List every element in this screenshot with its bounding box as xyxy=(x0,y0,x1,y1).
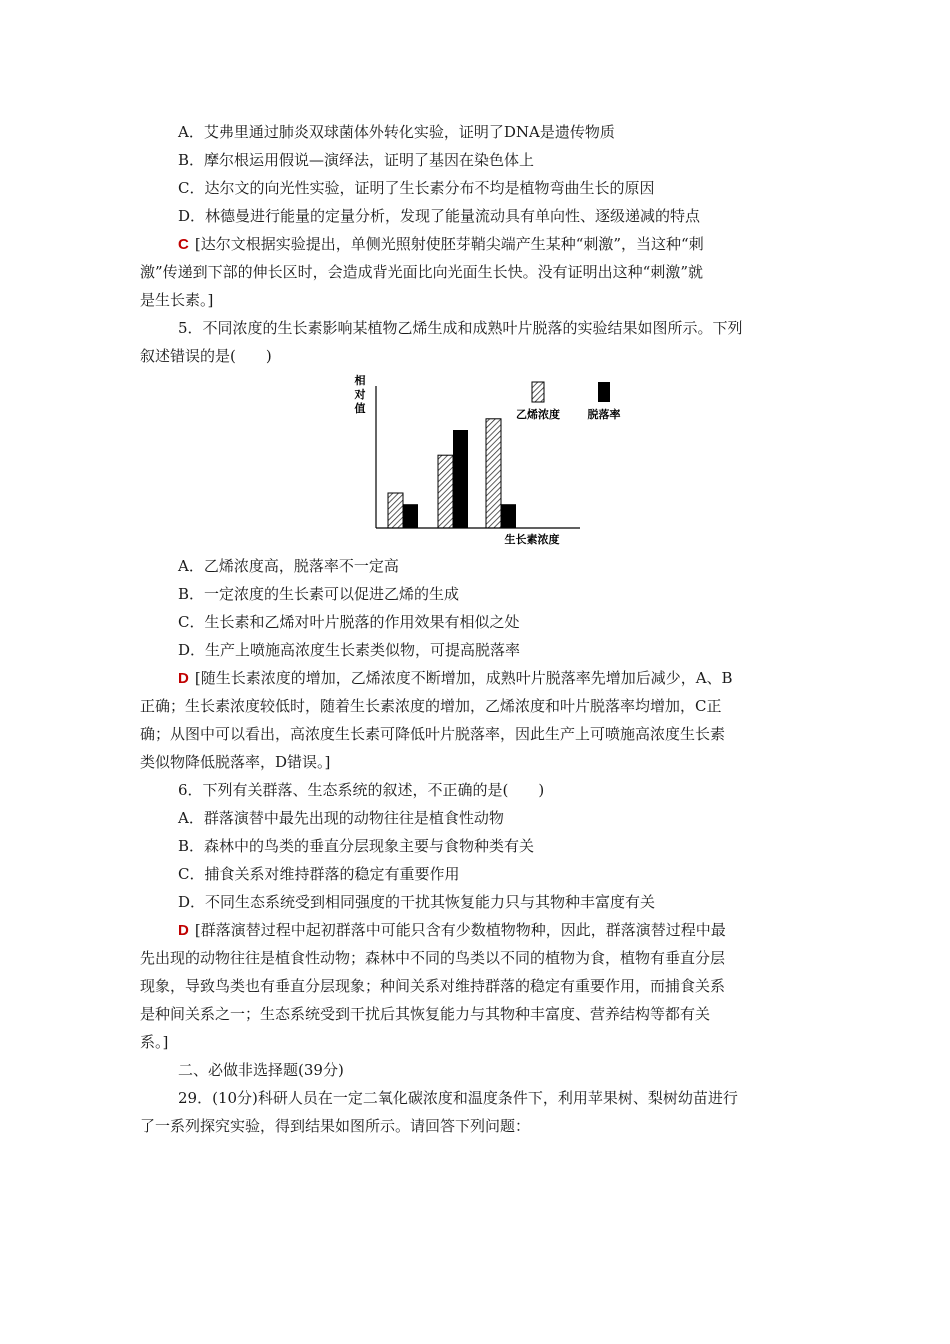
q5-stem-2: 叙述错误的是( ) xyxy=(140,347,272,365)
abscission-bar-3 xyxy=(501,504,516,528)
q6-answer: D xyxy=(178,922,189,939)
q4-option-c: C．达尔文的向光性实验，证明了生长素分布不均是植物弯曲生长的原因 xyxy=(178,179,655,197)
q5-explanation-1: [随生长素浓度的增加，乙烯浓度不断增加，成熟叶片脱落率先增加后减少，A、B xyxy=(194,669,733,687)
ethylene-bar-3 xyxy=(486,419,501,528)
q29-stem-1: 29．(10分)科研人员在一定二氧化碳浓度和温度条件下，利用苹果树、梨树幼苗进行 xyxy=(178,1089,738,1107)
q6-explanation-2: 先出现的动物往往是植食性动物；森林中不同的鸟类以不同的植物为食，植物有垂直分层 xyxy=(140,949,726,967)
ethylene-bar-2 xyxy=(438,455,453,528)
q6-option-c: C．捕食关系对维持群落的稳定有重要作用 xyxy=(178,865,460,883)
q4-option-a: A．艾弗里通过肺炎双球菌体外转化实验，证明了DNA是遗传物质 xyxy=(178,123,615,141)
section-heading: 二、必做非选择题(39分) xyxy=(178,1061,344,1079)
q4-answer-line xyxy=(178,234,704,255)
abscission-bar-2 xyxy=(453,430,468,528)
legend-label-abscission: 脱落率 xyxy=(587,408,621,421)
q5-option-d: D．生产上喷施高浓度生长素类似物，可提高脱落率 xyxy=(178,641,521,659)
q5-explanation-3: 确；从图中可以看出，高浓度生长素可降低叶片脱落率，因此生产上可喷施高浓度生长素 xyxy=(140,725,726,743)
q5-option-c: C．生长素和乙烯对叶片脱落的作用效果有相似之处 xyxy=(178,613,520,631)
q5-stem-1: 5．不同浓度的生长素影响某植物乙烯生成和成熟叶片脱落的实验结果如图所示。下列 xyxy=(178,319,743,337)
q29-stem-2: 了一系列探究实验，得到结果如图所示。请回答下列问题： xyxy=(140,1117,531,1135)
q4-explanation-3: 是生长素。] xyxy=(140,291,214,309)
q6-option-b: B．森林中的鸟类的垂直分层现象主要与食物种类有关 xyxy=(178,837,535,855)
q6-stem: 6．下列有关群落、生态系统的叙述，不正确的是( ) xyxy=(178,781,545,799)
q5-explanation-4: 类似物降低脱落率，D错误。] xyxy=(140,753,331,771)
q5-option-a: A．乙烯浓度高，脱落率不一定高 xyxy=(178,557,399,575)
q5-answer: D xyxy=(178,670,189,687)
legend-label-ethylene: 乙烯浓度 xyxy=(516,408,560,421)
x-axis-label: 生长素浓度 xyxy=(504,533,560,546)
abscission-bar-1 xyxy=(403,504,418,528)
q6-explanation-5: 系。] xyxy=(140,1033,169,1051)
q6-answer-line xyxy=(178,920,726,941)
y-axis-label: 相对值 xyxy=(354,374,366,415)
legend-swatch-ethylene xyxy=(532,382,544,402)
q4-option-d: D．林德曼进行能量的定量分析，发现了能量流动具有单向性、逐级递减的特点 xyxy=(178,207,701,225)
q5-bar-chart xyxy=(340,370,640,550)
ethylene-bar-1 xyxy=(388,493,403,528)
q5-option-b: B．一定浓度的生长素可以促进乙烯的生成 xyxy=(178,585,460,603)
q4-option-b: B．摩尔根运用假说—演绎法，证明了基因在染色体上 xyxy=(178,151,535,169)
q6-explanation-3: 现象，导致鸟类也有垂直分层现象；种间关系对维持群落的稳定有重要作用，而捕食关系 xyxy=(140,977,726,995)
q6-option-d: D．不同生态系统受到相同强度的干扰其恢复能力只与其物种丰富度有关 xyxy=(178,893,656,911)
q4-answer: C xyxy=(178,236,189,253)
q5-explanation-2: 正确；生长素浓度较低时，随着生长素浓度的增加，乙烯浓度和叶片脱落率均增加，C正 xyxy=(140,697,722,715)
q5-answer-line xyxy=(178,668,733,689)
q6-explanation-1: [群落演替过程中起初群落中可能只含有少数植物物种，因此，群落演替过程中最 xyxy=(194,921,726,939)
q6-option-a: A．群落演替中最先出现的动物往往是植食性动物 xyxy=(178,809,504,827)
q6-explanation-4: 是种间关系之一；生态系统受到干扰后其恢复能力与其物种丰富度、营养结构等都有关 xyxy=(140,1005,711,1023)
legend-swatch-abscission xyxy=(598,382,610,402)
q4-explanation-1: [达尔文根据实验提出，单侧光照射使胚芽鞘尖端产生某种“刺激”，当这种“刺 xyxy=(194,235,704,253)
q4-explanation-2: 激”传递到下部的伸长区时，会造成背光面比向光面生长快。没有证明出这种“刺激”就 xyxy=(140,263,704,281)
